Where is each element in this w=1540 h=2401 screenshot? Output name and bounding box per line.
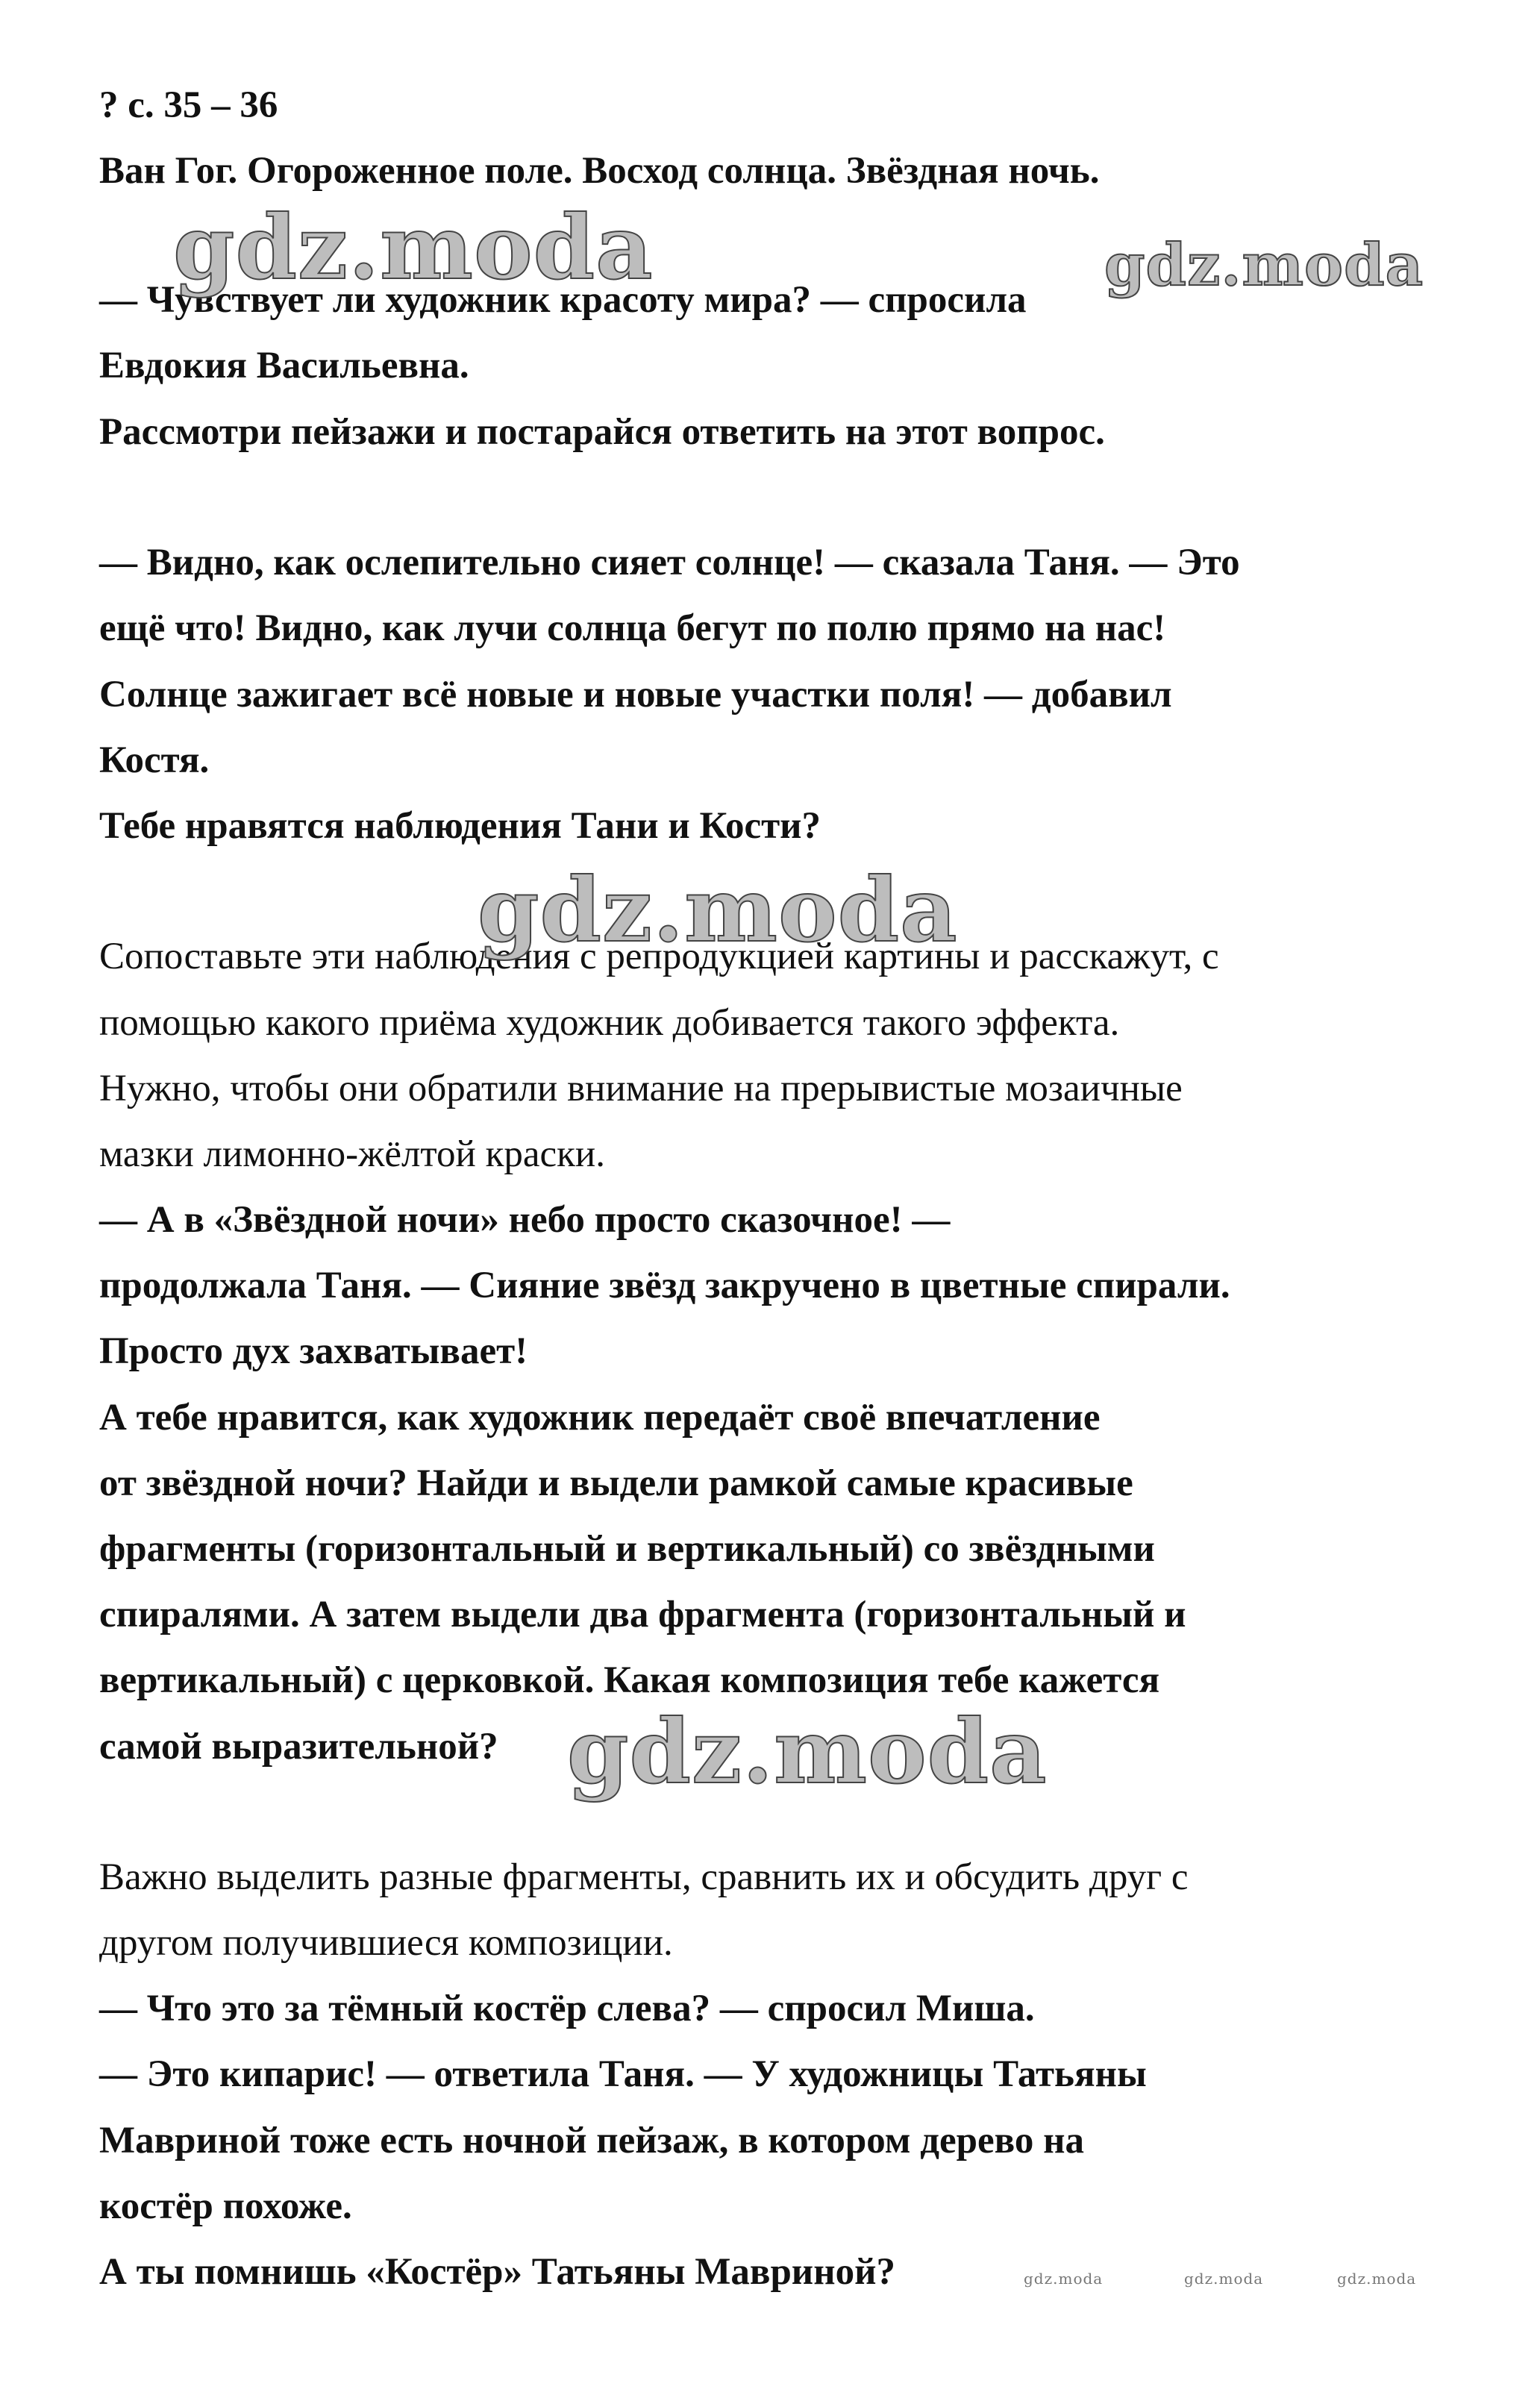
page-heading: Ван Гог. Огороженное поле. Восход солнца. Звёздная ночь. (99, 150, 1100, 192)
text-line: от звёздной ночи? Найди и выдели рамкой самые красивые (99, 1462, 1133, 1504)
watermark: gdz.moda (1104, 231, 1424, 299)
text-line: — Видно, как ослепительно сияет солнце! — сказала Таня. — Это (99, 542, 1240, 583)
text-line: помощью какого приёма художник добивается такого эффекта. (99, 1002, 1120, 1044)
text-line: А тебе нравится, как художник передаёт своё впечатление (99, 1397, 1101, 1439)
watermark: gdz.moda (173, 195, 654, 299)
text-line: А ты помнишь «Костёр» Татьяны Мавриной? (99, 2251, 895, 2293)
text-line: Сопоставьте эти наблюдения с репродукцией картины и расскажут, с (99, 936, 1219, 977)
text-line: костёр похоже. (99, 2185, 352, 2227)
text-line: продолжала Таня. — Сияние звёзд закручено в цветные спирали. (99, 1265, 1230, 1306)
text-line: спиралями. А затем выдели два фрагмента (горизонтальный и (99, 1594, 1186, 1635)
watermark: gdz.moda (1024, 2270, 1104, 2288)
text-line: вертикальный) с церковкой. Какая композиция тебе кажется (99, 1659, 1160, 1701)
page-reference: ? с. 35 – 36 (99, 84, 278, 126)
text-line: — А в «Звёздной ночи» небо просто сказочное! — (99, 1199, 951, 1241)
text-line: мазки лимонно-жёлтой краски. (99, 1133, 605, 1175)
text-line: Тебе нравятся наблюдения Тани и Кости? (99, 805, 821, 847)
text-line: другом получившиеся композиции. (99, 1922, 673, 1964)
text-line: самой выразительной? (99, 1726, 498, 1768)
text-line: Рассмотри пейзажи и постарайся ответить на этот вопрос. (99, 411, 1105, 453)
text-line: Важно выделить разные фрагменты, сравнить их и обсудить друг с (99, 1856, 1189, 1898)
text-line: Костя. (99, 739, 210, 781)
watermark: gdz.moda (1184, 2270, 1264, 2288)
watermark: gdz.moda (1337, 2270, 1417, 2288)
watermark: gdz.moda (478, 858, 958, 962)
text-line: — Чувствует ли художник красоту мира? — спросила (99, 279, 1027, 321)
text-line: Просто дух захватывает! (99, 1330, 528, 1372)
watermark: gdz.moda (567, 1700, 1048, 1803)
text-line: Нужно, чтобы они обратили внимание на прерывистые мозаичные (99, 1068, 1183, 1109)
text-line: фрагменты (горизонтальный и вертикальный) со звёздными (99, 1528, 1155, 1570)
text-line: Мавриной тоже есть ночной пейзаж, в котором дерево на (99, 2120, 1084, 2161)
text-line: ещё что! Видно, как лучи солнца бегут по полю прямо на нас! (99, 607, 1166, 649)
text-line: — Это кипарис! — ответила Таня. — У художницы Татьяны (99, 2053, 1147, 2095)
text-line: Евдокия Васильевна. (99, 345, 469, 386)
text-line: — Что это за тёмный костёр слева? — спросил Миша. (99, 1988, 1035, 2029)
text-line: Солнце зажигает всё новые и новые участки поля! — добавил (99, 674, 1172, 716)
